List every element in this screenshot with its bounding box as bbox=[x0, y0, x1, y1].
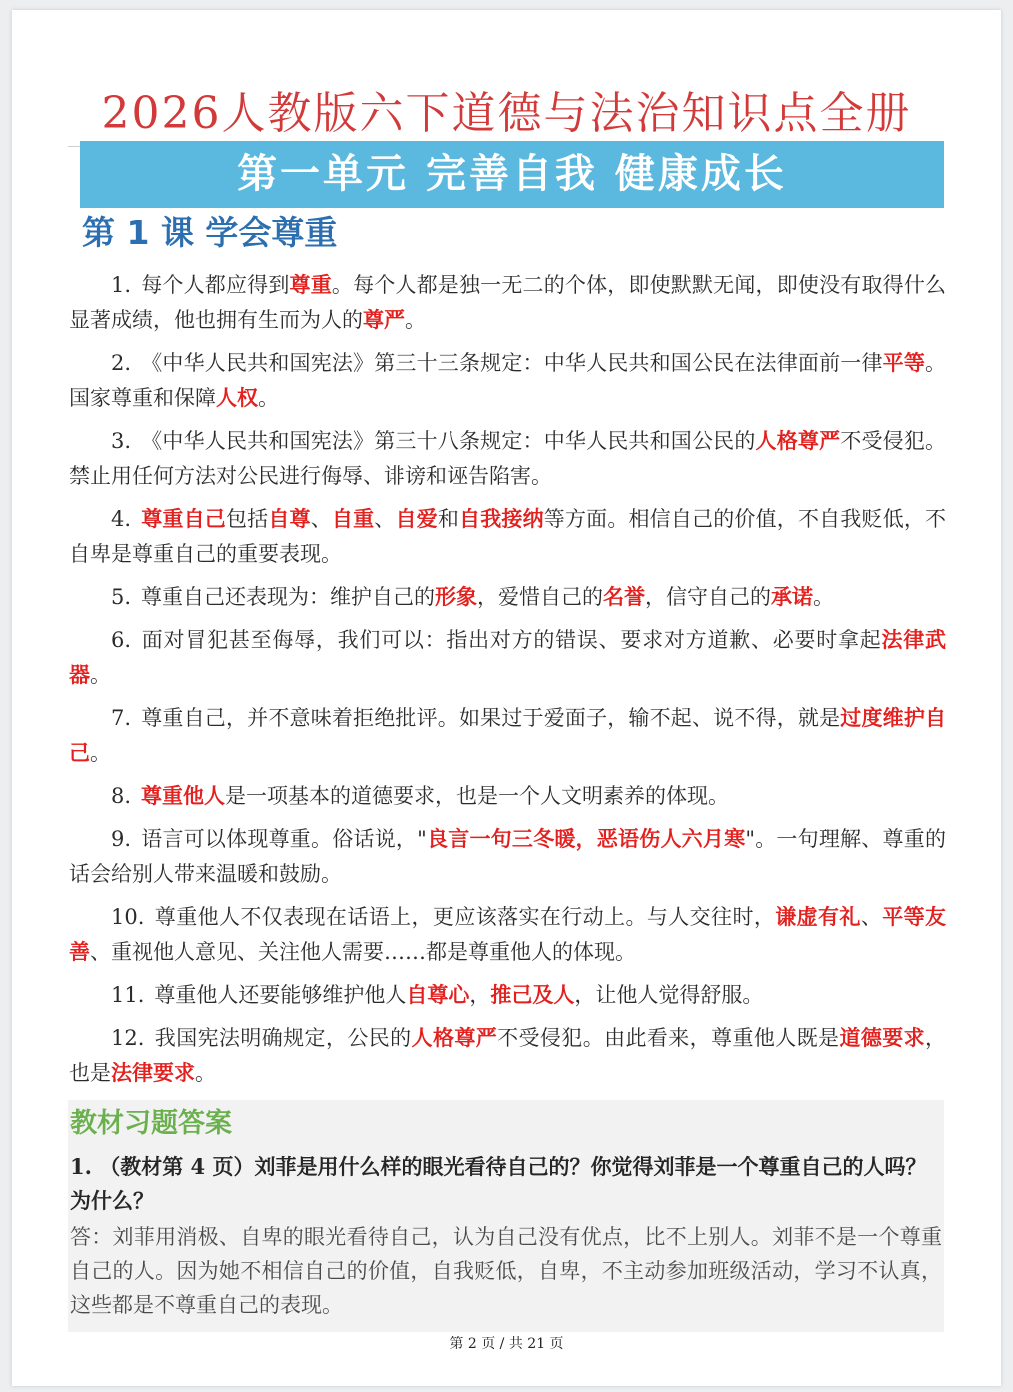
point-text: 不受侵犯。禁止用任何方法对公民进行侮辱、诽谤和诬告陷害。 bbox=[69, 429, 947, 488]
point-text: 尊重自己还表现为：维护自己的 bbox=[141, 585, 436, 609]
point-text: 、 bbox=[860, 905, 883, 929]
knowledge-point bbox=[69, 900, 946, 970]
point-text: 等方面。相信自己的价值，不自我贬低，不自卑是尊重自己的重要表现。 bbox=[69, 507, 947, 566]
point-text: 面对冒犯甚至侮辱，我们可以：指出对方的错误、要求对方道歉、必要时拿起 bbox=[141, 628, 882, 652]
point-text: 语言可以体现尊重。俗话说，" bbox=[141, 827, 427, 851]
point-text: ，让他人觉得舒服。 bbox=[574, 983, 764, 1007]
point-text: ， bbox=[469, 983, 491, 1007]
point-number: 10. bbox=[111, 905, 145, 929]
point-text: 不受侵犯。由此看来，尊重他人既是 bbox=[497, 1026, 840, 1050]
unit-banner: 第一单元 完善自我 健康成长 bbox=[80, 141, 944, 208]
point-number: 7. bbox=[111, 706, 132, 730]
point-text: 尊重他人还要能够维护他人 bbox=[154, 983, 407, 1007]
point-number: 11. bbox=[111, 983, 145, 1007]
point-text: 我国宪法明确规定，公民的 bbox=[154, 1026, 412, 1050]
highlight-keyword: 形象 bbox=[435, 585, 478, 609]
document-title: 2026人教版六下道德与法治知识点全册 bbox=[101, 88, 912, 139]
lesson-title: 第 1 课 学会尊重 bbox=[82, 213, 338, 252]
point-number: 4. bbox=[111, 507, 132, 531]
answer-question: 1. （教材第 4 页）刘菲是用什么样的眼光看待自己的？你觉得刘菲是一个尊重自己的人吗？为什么？ bbox=[70, 1154, 927, 1213]
point-text: 、 bbox=[310, 507, 332, 531]
point-text: 《中华人民共和国宪法》第三十三条规定：中华人民共和国公民在法律面前一律 bbox=[141, 351, 883, 375]
highlight-keyword: 自爱 bbox=[395, 507, 438, 531]
highlight-keyword: 平等友善 bbox=[69, 905, 947, 964]
highlight-keyword: 尊重他人 bbox=[141, 784, 226, 808]
knowledge-point bbox=[69, 424, 946, 494]
point-text: 尊重他人不仅表现在话语上，更应该落实在行动上。与人交往时， bbox=[154, 905, 776, 929]
knowledge-point bbox=[69, 623, 946, 693]
highlight-keyword: 尊严 bbox=[363, 308, 405, 332]
knowledge-point bbox=[69, 978, 946, 1013]
point-number: 9. bbox=[111, 827, 132, 851]
highlight-keyword: 平等 bbox=[882, 351, 926, 375]
highlight-keyword: 名誉 bbox=[603, 585, 646, 609]
point-text: 。国家尊重和保障 bbox=[69, 351, 947, 410]
point-text: ，信守自己的 bbox=[645, 585, 772, 609]
highlight-keyword: 人格尊严 bbox=[755, 429, 841, 453]
point-text: 包括 bbox=[225, 507, 269, 531]
point-number: 3. bbox=[111, 429, 132, 453]
point-number: 12. bbox=[111, 1026, 145, 1050]
knowledge-points-list bbox=[69, 268, 946, 1099]
point-text: 每个人都应得到 bbox=[141, 273, 290, 297]
point-text: 。 bbox=[258, 386, 279, 410]
highlight-keyword: 谦虚有礼 bbox=[775, 905, 861, 929]
knowledge-point bbox=[69, 268, 946, 338]
point-text: 。 bbox=[195, 1061, 216, 1085]
answers-section-title: 教材习题答案 bbox=[70, 1108, 232, 1139]
point-text: 和 bbox=[437, 507, 460, 531]
answer-text: 答：刘菲用消极、自卑的眼光看待自己，认为自己没有优点，比不上别人。刘菲不是一个尊重自己的人。因为她不相信自己的价值，自我贬低，自卑，不主动参加班级活动，学习不认真，这些都是不尊重自己的表现。 bbox=[70, 1225, 942, 1317]
point-text: "。一句理解、尊重的话会给别人带来温暖和鼓励。 bbox=[69, 827, 946, 886]
highlight-keyword: 尊重自己 bbox=[141, 507, 226, 531]
highlight-keyword: 尊重 bbox=[289, 273, 332, 297]
highlight-keyword: 自我接纳 bbox=[459, 507, 544, 531]
point-text: 《中华人民共和国宪法》第三十八条规定：中华人民共和国公民的 bbox=[141, 429, 756, 453]
knowledge-point bbox=[69, 701, 946, 771]
highlight-keyword: 良言一句三冬暖，恶语伤人六月寒 bbox=[426, 827, 746, 851]
point-text: 。 bbox=[405, 308, 426, 332]
point-text: ，也是 bbox=[69, 1026, 947, 1085]
highlight-keyword: 自尊 bbox=[268, 507, 311, 531]
point-number: 2. bbox=[111, 351, 132, 375]
knowledge-point bbox=[69, 502, 946, 572]
point-number: 1. bbox=[111, 273, 132, 297]
point-text: 。 bbox=[90, 663, 111, 687]
knowledge-point bbox=[69, 822, 946, 892]
highlight-keyword: 人权 bbox=[216, 386, 258, 410]
highlight-keyword: 推己及人 bbox=[490, 983, 575, 1007]
page-number: 第 2 页 / 共 21 页 bbox=[449, 1336, 564, 1352]
point-text: 尊重自己，并不意味着拒绝批评。如果过于爱面子，输不起、说不得，就是 bbox=[141, 706, 841, 730]
point-text: 是一项基本的道德要求，也是一个人文明素养的体现。 bbox=[225, 784, 730, 808]
point-text: 。 bbox=[813, 585, 835, 609]
point-number: 5. bbox=[111, 585, 132, 609]
point-number: 8. bbox=[111, 784, 132, 808]
point-text: ，爱惜自己的 bbox=[477, 585, 604, 609]
highlight-keyword: 人格尊严 bbox=[411, 1026, 498, 1050]
textbook-answers-section bbox=[68, 1100, 944, 1332]
point-text: 。 bbox=[90, 741, 111, 765]
highlight-keyword: 道德要求 bbox=[839, 1026, 926, 1050]
knowledge-point bbox=[69, 779, 946, 814]
highlight-keyword: 法律要求 bbox=[111, 1061, 195, 1085]
highlight-keyword: 承诺 bbox=[771, 585, 814, 609]
knowledge-point bbox=[69, 1021, 946, 1091]
highlight-keyword: 自尊心 bbox=[406, 983, 470, 1007]
knowledge-point bbox=[69, 580, 946, 615]
point-text: 、重视他人意见、关注他人需要……都是尊重他人的体现。 bbox=[90, 940, 636, 964]
highlight-keyword: 自重 bbox=[331, 507, 375, 531]
highlight-keyword: 过度维护自己 bbox=[69, 706, 946, 765]
point-number: 6. bbox=[111, 628, 132, 652]
knowledge-point bbox=[69, 346, 946, 416]
highlight-keyword: 法律武器 bbox=[69, 628, 947, 687]
point-text: 、 bbox=[374, 507, 396, 531]
point-text: 。每个人都是独一无二的个体，即使默默无闻，即使没有取得什么显著成绩，他也拥有生而为人的 bbox=[69, 273, 947, 332]
document-page bbox=[12, 10, 1001, 1386]
